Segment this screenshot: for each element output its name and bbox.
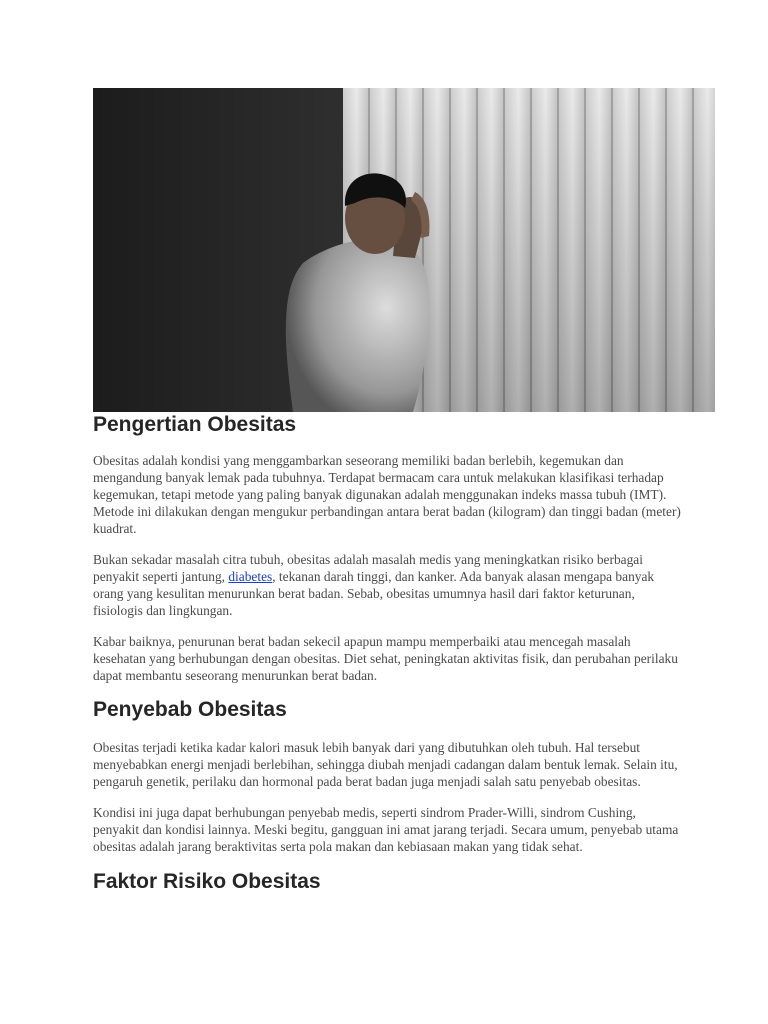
article: [93, 88, 693, 894]
diabetes-link[interactable]: diabetes: [228, 569, 273, 584]
paragraph: Obesitas terjadi ketika kadar kalori masuk lebih banyak dari yang dibutuhkan oleh tubuh. Hal tersebut menyebabkan energi menjadi berlebihan, sehingga diubah menjadi cadangan dalam bentuk lemak. Selain itu, pengaruh genetik, perilaku dan hormonal pada berat badan juga menjadi salah satu penyebab obesitas.: [93, 740, 678, 789]
paragraph: Kabar baiknya, penurunan berat badan sekecil apapun mampu memperbaiki atau mencegah masalah kesehatan yang berhubungan dengan obesitas. Diet sehat, peningkatan aktivitas fisik, dan perubahan perilaku dapat membantu seseorang menurunkan berat badan.: [93, 634, 678, 683]
paragraph-text: Bukan sekadar masalah citra tubuh, obesitas adalah masalah medis yang meningkatkan risiko berbagai penyakit seperti jantung,: [93, 552, 643, 584]
paragraph: Kondisi ini juga dapat berhubungan penyebab medis, seperti sindrom Prader-Willi, sindrom Cushing, penyakit dan kondisi lainnya. Meski begitu, gangguan ini amat jarang terjadi. Secara umum, penyebab utama obesitas adalah jarang beraktivitas serta pola makan dan kebiasaan makan yang tidak sehat.: [93, 805, 679, 854]
section-heading-faktor-risiko: Faktor Risiko Obesitas: [93, 870, 321, 893]
paragraph-text: , tekanan darah tinggi, dan kanker. Ada banyak alasan mengapa banyak orang yang kesulitan menurunkan berat badan. Sebab, obesitas umumnya hasil dari faktor keturunan, fisiologis dan lingkungan.: [93, 569, 655, 618]
hero-photo: [93, 88, 715, 412]
section-heading-penyebab: Penyebab Obesitas: [93, 698, 287, 721]
section-heading-pengertian: Pengertian Obesitas: [93, 413, 297, 436]
hero-image: [93, 88, 715, 412]
paragraph: [93, 551, 683, 619]
paragraph: Obesitas adalah kondisi yang menggambarkan seseorang memiliki badan berlebih, kegemukan dan mengandung banyak lemak pada tubuhnya. Terdapat bermacam cara untuk melakukan klasifikasi terhadap kegemukan, tetapi metode yang paling banyak digunakan adalah menggunakan indeks massa tubuh (IMT). Metode ini dilakukan dengan mengukur perbandingan antara berat badan (kilogram) dan tinggi badan (meter) kuadrat.: [93, 453, 681, 536]
